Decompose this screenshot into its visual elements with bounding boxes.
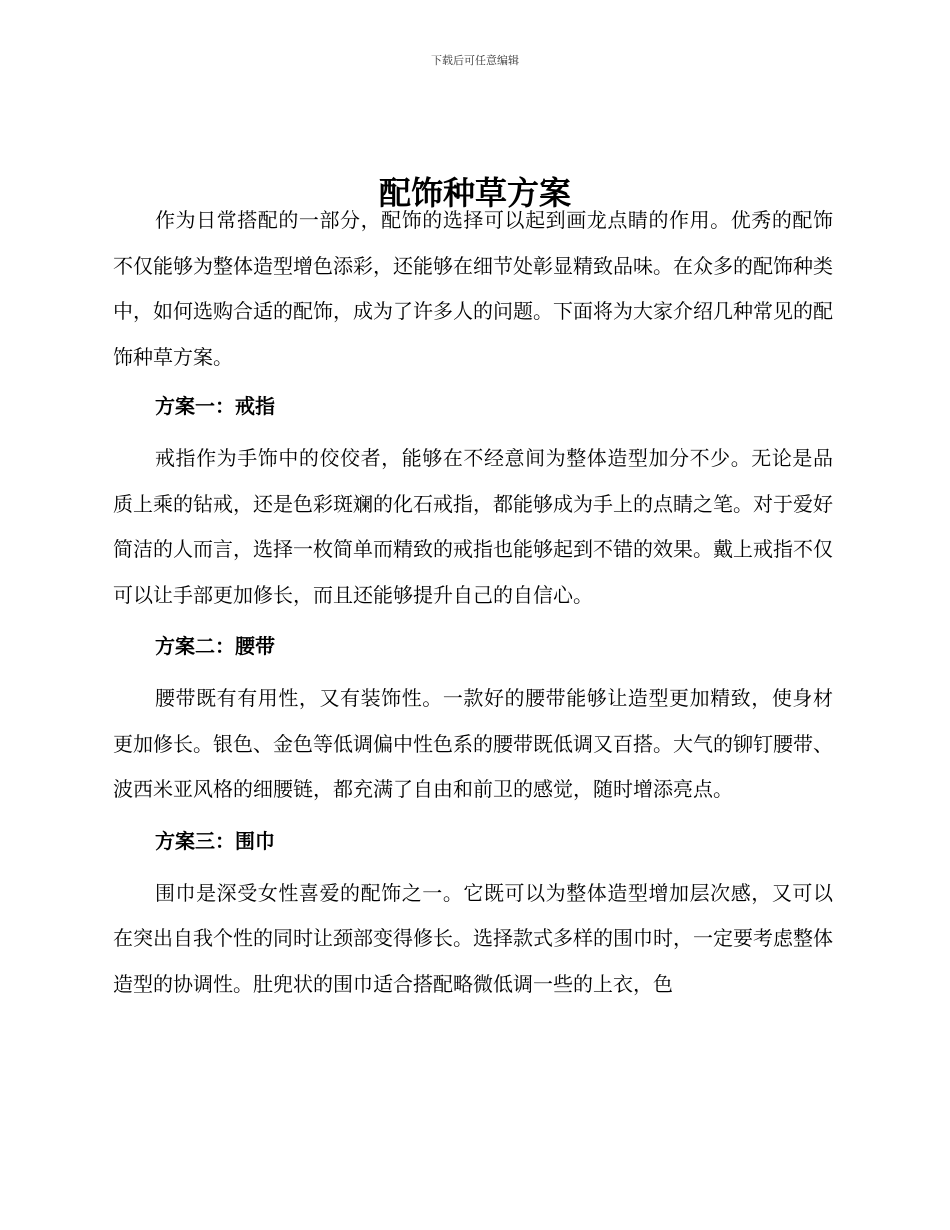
section-heading-ring: 方案一：戒指: [155, 394, 275, 418]
section-body-belt: 腰带既有有用性，又有装饰性。一款好的腰带能够让造型更加精致，使身材更加修长。银色、金色等低调偏中性色系的腰带既低调又百搭。大气的铆钉腰带、波西米亚风格的细腰链，都充满了自由和前卫的感觉，随时增添亮点。: [113, 686, 833, 801]
section-heading-belt: 方案二：腰带: [155, 634, 275, 658]
header-note: 下载后可任意编辑: [431, 54, 519, 67]
document-body: [113, 198, 833, 1007]
document-title: 配饰种草方案: [378, 174, 571, 213]
section-heading-scarf: 方案三：围巾: [155, 828, 275, 853]
section-body-scarf: 围巾是深受女性喜爱的配饰之一。它既可以为整体造型增加层次感，又可以在突出自我个性的同时让颈部变得修长。选择款式多样的围巾时，一定要考虑整体造型的协调性。肚兜状的围巾适合搭配略微低调一些的上衣，色: [113, 880, 833, 996]
section-body-ring: 戒指作为手饰中的佼佼者，能够在不经意间为整体造型加分不少。无论是品质上乘的钻戒，还是色彩斑斓的化石戒指，都能够成为手上的点睛之笔。对于爱好简洁的人而言，选择一枚简单而精致的戒指也能够起到不错的效果。戴上戒指不仅可以让手部更加修长，而且还能够提升自己的自信心。: [113, 446, 833, 607]
intro-paragraph: 作为日常搭配的一部分，配饰的选择可以起到画龙点睛的作用。优秀的配饰不仅能够为整体造型增色添彩，还能够在细节处彰显精致品味。在众多的配饰种类中，如何选购合适的配饰，成为了许多人的问题。下面将为大家介绍几种常见的配饰种草方案。: [113, 208, 833, 369]
